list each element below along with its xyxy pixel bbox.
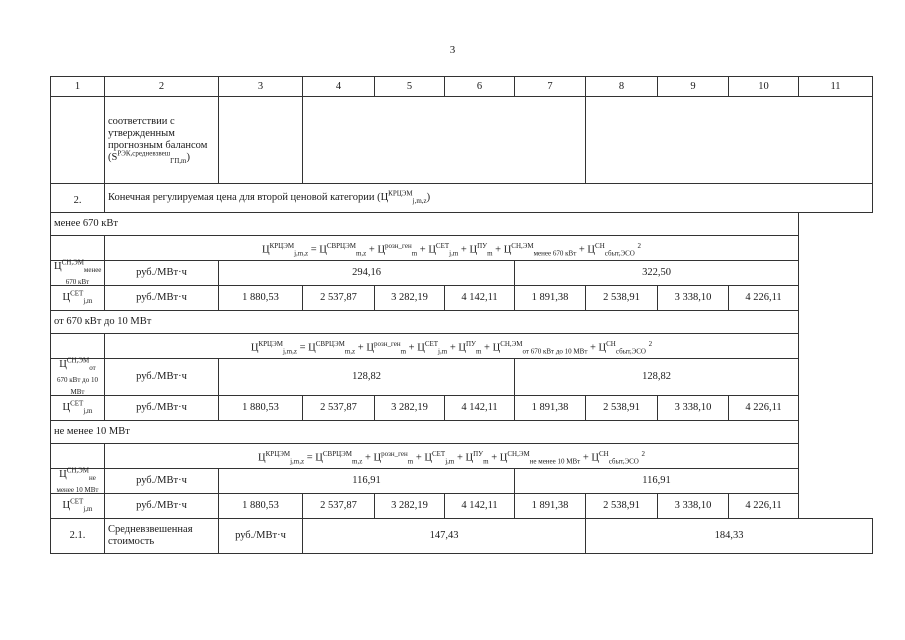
set-rate-value: 1 880,53 (219, 396, 303, 421)
set-rate-unit: руб./МВт·ч (105, 396, 219, 421)
set-rate-label: $Ц^{СЕТ}_{j,m}$ (51, 494, 105, 519)
group-title: менее 670 кВт (51, 213, 799, 236)
formula-row (51, 236, 873, 261)
section-2-title-row (51, 184, 873, 213)
set-rate-value: 2 538,91 (586, 286, 658, 311)
set-rate-row (51, 286, 873, 311)
header-col-2: 2 (105, 77, 219, 97)
cn-rate-row (51, 359, 873, 396)
cn-rate-label: $Ц^{СН,ЭМ}_{от 670 кВт до 10 МВт}$ (51, 359, 105, 396)
set-rate-unit: руб./МВт·ч (105, 286, 219, 311)
cn-rate-value-1: 128,82 (219, 359, 515, 396)
cn-rate-unit: руб./МВт·ч (105, 359, 219, 396)
set-rate-value: 3 338,10 (658, 286, 729, 311)
row-2-1-value-2: 184,33 (586, 519, 873, 554)
set-rate-value: 4 226,11 (729, 286, 799, 311)
set-rate-value: 2 538,91 (586, 396, 658, 421)
cn-rate-label: $Ц^{СН,ЭМ}_{менее 670 кВт}$ (51, 261, 105, 286)
set-rate-value: 2 538,91 (586, 494, 658, 519)
header-row (51, 77, 873, 97)
group-title-row (51, 311, 873, 334)
header-col-5: 5 (375, 77, 445, 97)
price-formula: $Ц^{КРЦЭМ}_{j,m,z} = Ц^{СВРЦЭМ}_{m,z} + Ц^{розн\_ген}_m + Ц^{СЕТ}_{j,m} + Ц^{ПУ}_m + Ц^{СН,ЭМ}_{от 670 кВт до 10 МВт} + Ц^{СН}_{сбыт,ЭСО}$ $^2$ (105, 334, 799, 359)
set-rate-row (51, 396, 873, 421)
set-rate-value: 2 537,87 (303, 396, 375, 421)
header-col-10: 10 (729, 77, 799, 97)
cn-rate-value-2: 322,50 (515, 261, 799, 286)
set-rate-value: 4 142,11 (445, 286, 515, 311)
cn-rate-unit: руб./МВт·ч (105, 469, 219, 494)
header-col-3: 3 (219, 77, 303, 97)
set-rate-value: 3 338,10 (658, 396, 729, 421)
header-col-7: 7 (515, 77, 586, 97)
cn-rate-label: $Ц^{СН,ЭМ}_{не менее 10 МВт}$ (51, 469, 105, 494)
header-col-4: 4 (303, 77, 375, 97)
cn-rate-row (51, 261, 873, 286)
section-2-number: 2. (51, 184, 105, 213)
set-rate-value: 3 338,10 (658, 494, 729, 519)
row-2-1-number: 2.1. (51, 519, 105, 554)
set-rate-value: 4 142,11 (445, 494, 515, 519)
group-title-row (51, 213, 873, 236)
price-formula: $Ц^{КРЦЭМ}_{j,m,z} = Ц^{СВРЦЭМ}_{m,z} + Ц^{розн\_ген}_m + Ц^{СЕТ}_{j,m} + Ц^{ПУ}_m + Ц^{СН,ЭМ}_{не менее 10 МВт} + Ц^{СН}_{сбыт,ЭСО}$ $^2$ (105, 444, 799, 469)
set-rate-row (51, 494, 873, 519)
row-2-1-value-1: 147,43 (303, 519, 586, 554)
continuation-row (51, 97, 873, 184)
header-col-1: 1 (51, 77, 105, 97)
set-rate-value: 4 142,11 (445, 396, 515, 421)
set-rate-value: 1 891,38 (515, 396, 586, 421)
section-2-title: Конечная регулируемая цена для второй ценовой категории $(Ц^{КРЦЭМ}_{j,m,z})$ (105, 184, 873, 213)
cn-rate-value-2: 128,82 (515, 359, 799, 396)
header-col-9: 9 (658, 77, 729, 97)
set-rate-value: 1 880,53 (219, 494, 303, 519)
cn-rate-row (51, 469, 873, 494)
group-title-row (51, 421, 873, 444)
row-2-1-unit: руб./МВт·ч (219, 519, 303, 554)
cn-rate-value-2: 116,91 (515, 469, 799, 494)
set-rate-value: 4 226,11 (729, 396, 799, 421)
set-rate-label: $Ц^{СЕТ}_{j,m}$ (51, 396, 105, 421)
set-rate-value: 3 282,19 (375, 396, 445, 421)
formula-row (51, 334, 873, 359)
header-col-11: 11 (799, 77, 873, 97)
page-number: 3 (449, 44, 456, 56)
group-title: не менее 10 МВт (51, 421, 799, 444)
set-rate-value: 2 537,87 (303, 286, 375, 311)
set-rate-value: 1 880,53 (219, 286, 303, 311)
cn-rate-unit: руб./МВт·ч (105, 261, 219, 286)
set-rate-value: 3 282,19 (375, 286, 445, 311)
cn-rate-value-1: 294,16 (219, 261, 515, 286)
row-2-1 (51, 519, 873, 554)
set-rate-value: 3 282,19 (375, 494, 445, 519)
set-rate-label: $Ц^{СЕТ}_{j,m}$ (51, 286, 105, 311)
formula-row (51, 444, 873, 469)
price-formula: $Ц^{КРЦЭМ}_{j,m,z} = Ц^{СВРЦЭМ}_{m,z} + Ц^{розн\_ген}_m + Ц^{СЕТ}_{j,m} + Ц^{ПУ}_m + Ц^{СН,ЭМ}_{менее 670 кВт} + Ц^{СН}_{сбыт,ЭСО}$ $^2$ (105, 236, 799, 261)
set-rate-value: 1 891,38 (515, 286, 586, 311)
set-rate-value: 2 537,87 (303, 494, 375, 519)
header-col-8: 8 (586, 77, 658, 97)
set-rate-value: 1 891,38 (515, 494, 586, 519)
header-col-6: 6 (445, 77, 515, 97)
group-title: от 670 кВт до 10 МВт (51, 311, 799, 334)
continuation-text: соответствии с утвержденным прогнозным балансом $(S^{РЭК,средневзвеш}_{ГП,m})$ (105, 97, 219, 184)
tariff-table (50, 76, 873, 554)
row-2-1-label: Средневзвешенная стоимость (105, 519, 219, 554)
cn-rate-value-1: 116,91 (219, 469, 515, 494)
set-rate-value: 4 226,11 (729, 494, 799, 519)
set-rate-unit: руб./МВт·ч (105, 494, 219, 519)
